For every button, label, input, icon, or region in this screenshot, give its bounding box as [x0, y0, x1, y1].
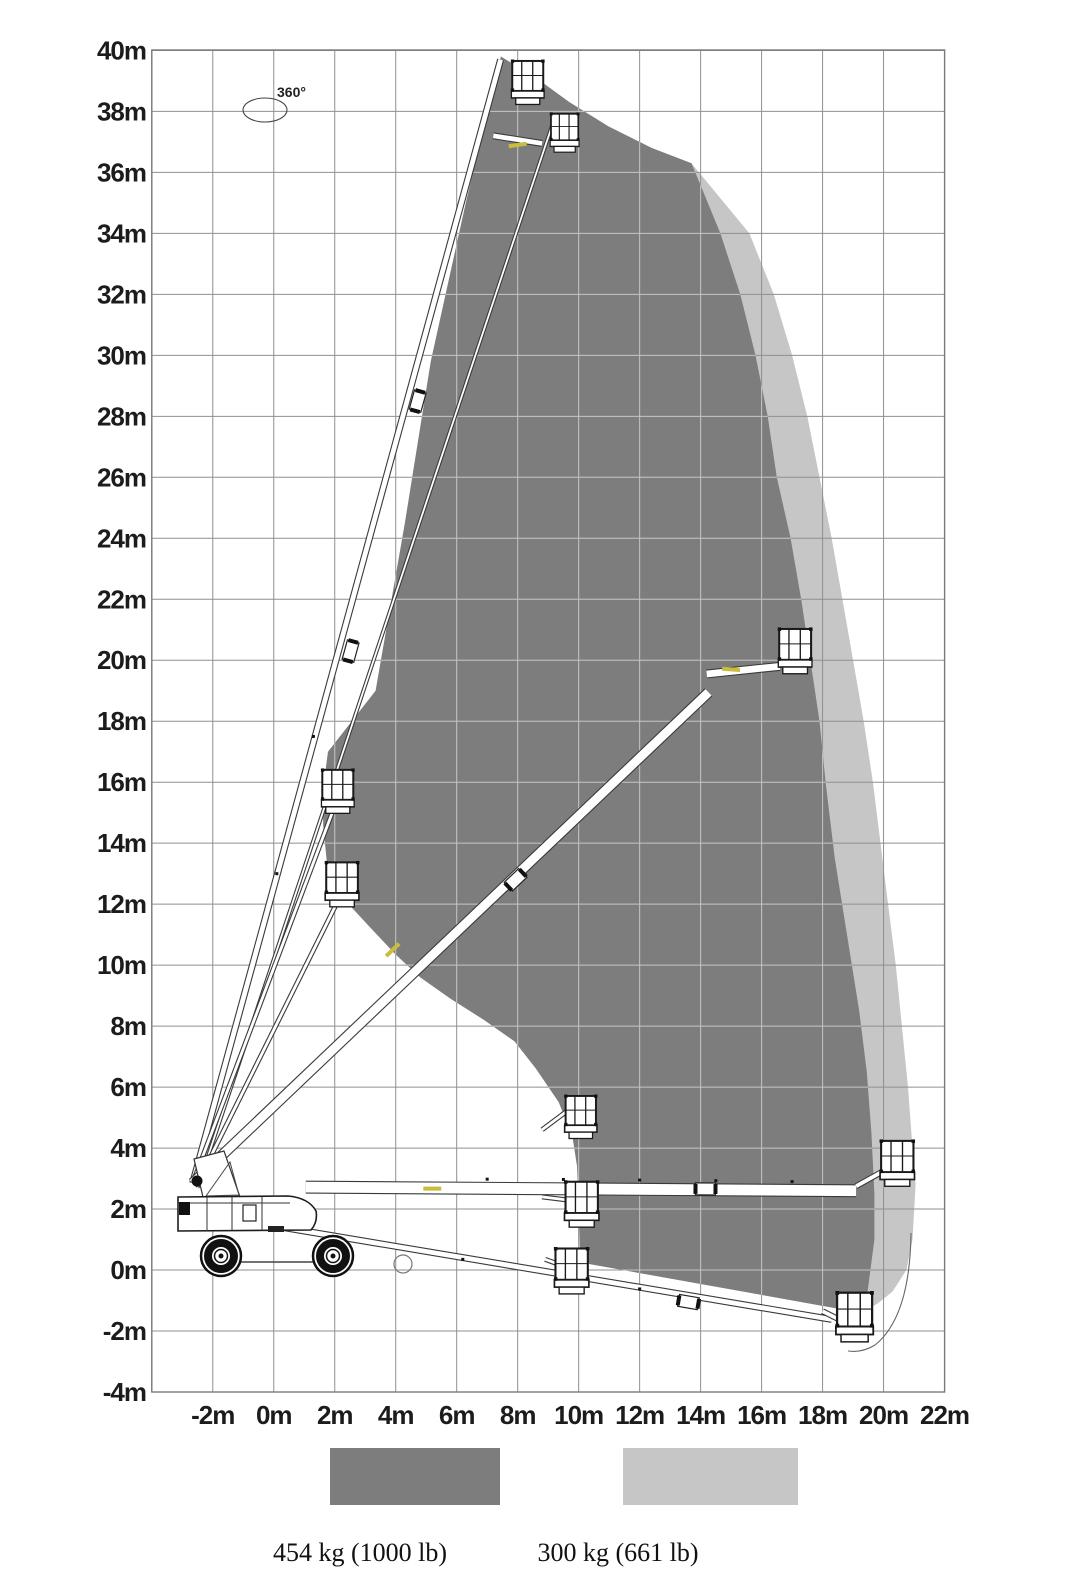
x-tick-label: 8m: [499, 1400, 536, 1430]
y-tick-label: 16m: [96, 767, 146, 798]
y-tick-label: -4m: [102, 1377, 146, 1407]
boom-rivet: [714, 1179, 717, 1182]
front-wheel: [201, 1236, 241, 1276]
boom-rivet: [312, 735, 315, 738]
boom-rivet: [638, 1179, 641, 1182]
work-platform: [778, 627, 813, 673]
x-tick-label: 4m: [377, 1400, 414, 1430]
x-tick-label: 2m: [316, 1400, 353, 1430]
legend-label-300kg: 300 kg (661 lb): [537, 1538, 699, 1567]
x-tick-label: 22m: [920, 1400, 970, 1430]
legend-swatch-454kg: [330, 1448, 500, 1505]
y-tick-label: 6m: [110, 1072, 146, 1103]
y-tick-label: 4m: [110, 1133, 146, 1164]
y-tick-label: 34m: [96, 218, 146, 249]
boom-rivet: [486, 1178, 489, 1181]
y-tick-label: 32m: [96, 279, 146, 310]
work-platform: [564, 1094, 597, 1138]
boom-rivet: [638, 1287, 641, 1290]
x-tick-label: 16m: [737, 1400, 787, 1430]
boom-rivet: [461, 1258, 464, 1261]
y-tick-label: 26m: [96, 462, 146, 493]
boom-rivet: [275, 872, 278, 875]
y-tick-label: 24m: [96, 523, 146, 554]
x-tick-label: 14m: [676, 1400, 726, 1430]
y-tick-label: 10m: [96, 950, 146, 981]
rotation-label: 360°: [277, 84, 306, 100]
boom-rivet: [791, 1180, 794, 1183]
work-platform: [554, 1247, 589, 1294]
zone-454kg: [323, 57, 874, 1313]
work-platform: [880, 1139, 915, 1186]
rotation-annotation: [243, 84, 306, 122]
boom-collar: [693, 1183, 717, 1195]
legend-label-454kg: 454 kg (1000 lb): [272, 1538, 448, 1567]
y-tick-label: 2m: [110, 1194, 146, 1225]
y-tick-label: 0m: [110, 1255, 146, 1286]
x-tick-label: 18m: [798, 1400, 848, 1430]
y-tick-label: 8m: [110, 1011, 146, 1042]
y-tick-label: 30m: [96, 340, 146, 371]
capacity-zones: [323, 57, 915, 1313]
y-tick-label: 40m: [96, 35, 146, 66]
work-platform: [564, 1180, 599, 1227]
y-tick-label: 18m: [96, 706, 146, 737]
x-tick-label: 6m: [438, 1400, 475, 1430]
x-tick-label: 12m: [615, 1400, 665, 1430]
y-tick-label: 22m: [96, 584, 146, 615]
x-tick-label: 0m: [255, 1400, 292, 1430]
rear-wheel: [313, 1236, 353, 1276]
y-tick-label: 28m: [96, 401, 146, 432]
boom-accent: [423, 1187, 441, 1191]
y-tick-label: 36m: [96, 157, 146, 188]
machine-chassis: [178, 1151, 412, 1276]
x-tick-label: 20m: [859, 1400, 909, 1430]
work-platform: [321, 768, 355, 813]
y-tick-label: 14m: [96, 828, 146, 859]
work-platform: [511, 59, 545, 104]
x-tick-label: -2m: [191, 1400, 235, 1430]
rotation-ellipse: [243, 98, 287, 122]
y-tick-label: 12m: [96, 889, 146, 920]
work-platform: [325, 861, 360, 907]
x-tick-label: 10m: [554, 1400, 604, 1430]
work-platform: [550, 112, 580, 152]
legend-swatch-300kg: [623, 1448, 798, 1505]
y-tick-label: 20m: [96, 645, 146, 676]
work-platform: [835, 1291, 873, 1342]
y-tick-label: -2m: [102, 1316, 146, 1347]
boom-pivot: [192, 1176, 203, 1187]
y-tick-label: 38m: [96, 96, 146, 127]
